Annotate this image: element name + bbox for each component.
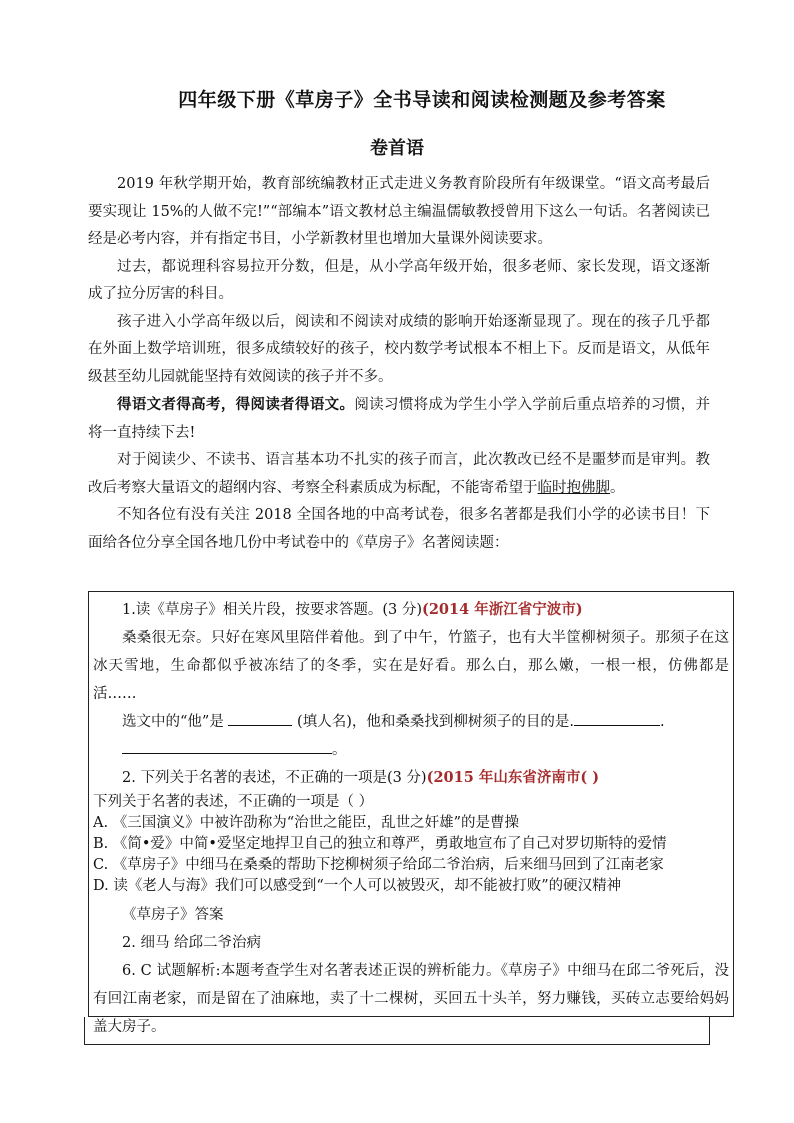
paragraph-text: 对于阅读少、不读书、语言基本功不扎实的孩子而言，此次教改已经不是噩梦而是审判。教改后考察大量语文的超纲内容、考察全科素质成为标配，不能寄希望于 [88, 452, 710, 496]
option-b: B. 《简•爱》中简•爱坚定地捍卫自己的独立和尊严，勇敢地宣布了自己对罗切斯特的爱情 [93, 836, 667, 852]
answer-line: 2. 细马 给邱二爷治病 [122, 935, 262, 951]
answer-blank [574, 711, 660, 727]
answer-blank [122, 739, 332, 755]
paragraph: 2019 年秋学期开始，教育部统编教材正式走进义务教育阶段所有年级课堂。“语文高考最后要实现让 15%的人做不完!”“部编本”语文教材总主编温儒敏教授曾用下这么一句话。名著阅读已经是必考内容，并有指定书目，小学新教材里也增加大量课外阅读要求。 [88, 176, 710, 247]
paragraph-text: 阅读习惯将成为学生小学入学前后重点培养的习惯，并将一直持续下去! [88, 397, 711, 441]
section-heading: 卷首语 [370, 138, 424, 159]
question-1 [93, 596, 729, 624]
prompt-text: . [659, 714, 665, 730]
paragraph: 孩子进入小学高年级以后，阅读和不阅读对成绩的影响开始逐渐显现了。现在的孩子几乎都在外面上数学培训班，很多成绩较好的孩子，校内数学考试根本不相上下。反而是语文，从低年级甚至幼儿园就能坚持有效阅读的孩子并不多。 [88, 313, 710, 385]
paragraph [88, 447, 710, 502]
answer-explanation: 6. C 试题解析:本题考查学生对名著表述正误的辨析能力。《草房子》中细马在邱二爷死后，没有回江南老家，而是留在了油麻地，卖了十二棵树，买回五十头羊，努力赚钱，买砖立志要给妈妈盖大房子。 [93, 963, 729, 1035]
option-a: A. 《三国演义》中被许劭称为“治世之能臣，乱世之奸雄”的是曹操 [93, 815, 520, 831]
question-source: (2015 年山东省济南市( ) [426, 769, 600, 786]
prompt-text: 。 [332, 742, 347, 758]
option-d: D. 读《老人与海》我们可以感受到“一个人可以被毁灭，却不能被打败”的硬汉精神 [93, 878, 622, 894]
prompt-text: 选文中的“他”是 [122, 714, 224, 730]
paragraph: 过去，都说理科容易拉开分数，但是，从小学高年级开始，很多老师、家长发现，语文逐渐成了拉分厉害的科目。 [88, 258, 710, 302]
question-1-prompt-cont [93, 736, 729, 764]
paragraph: 不知各位有没有关注 2018 全国各地的中高考试卷，很多名著都是我们小学的必读书目！下面给各位分享全国各地几份中考试卷中的《草房子》名著阅读题： [88, 507, 710, 551]
underlined-phrase: 临时抱佛脚 [537, 479, 610, 496]
question-1-prompt [93, 708, 729, 736]
option-c: C. 《草房子》中细马在桑桑的帮助下挖柳树须子给邱二爷治病，后来细马回到了江南老家 [93, 857, 664, 873]
page-title: 四年级下册《草房子》全书导读和阅读检测题及参考答案 [178, 89, 666, 111]
bold-lead-text: 得语文者得高考，得阅读者得语文。 [117, 396, 355, 413]
answer-blank [228, 711, 292, 727]
prompt-text: (填人名)，他和桑桑找到柳树须子的目的是. [297, 714, 574, 730]
question-source: (2014 年浙江省宁波市) [421, 601, 583, 618]
answer-heading: 《草房子》答案 [122, 907, 224, 923]
preface-body [88, 171, 710, 557]
paragraph-text: 。 [610, 479, 625, 496]
paragraph [88, 391, 710, 447]
question-text: 1.读《草房子》相关片段，按要求答题。(3 分) [122, 602, 422, 618]
question-passage: 桑桑很无奈。只好在寒风里陪伴着他。到了中午，竹篮子，也有大半筐柳树须子。那须子在这冰天雪地，生命都似乎被冻结了的冬季，实在是好看。那么白，那么嫩，一根一根，仿佛都是活…… [93, 630, 729, 702]
question-text: 2. 下列关于名著的表述，不正确的一项是(3 分) [122, 770, 427, 786]
question-content [93, 596, 729, 1041]
question-2-repeat: 下列关于名著的表述，不正确的一项是（ ） [93, 794, 374, 810]
question-2 [93, 764, 729, 792]
